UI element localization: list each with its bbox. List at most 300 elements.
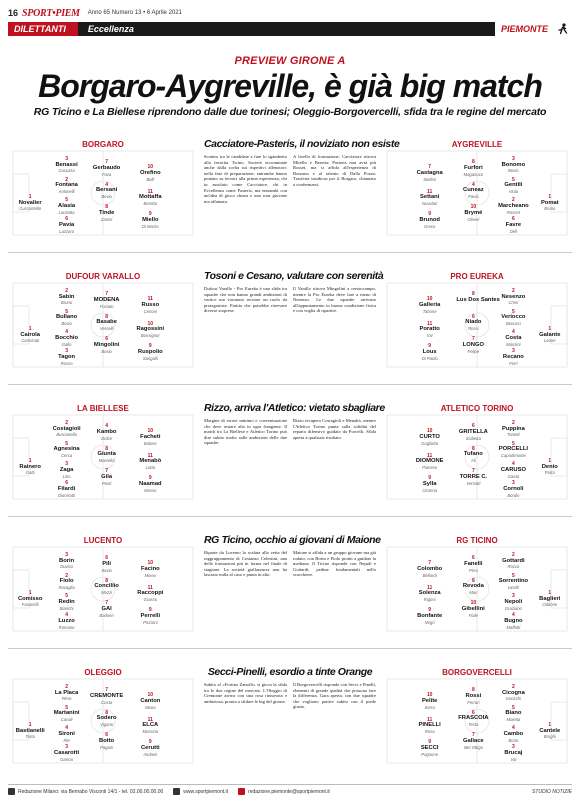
- player-number: 1: [28, 457, 32, 464]
- player-number: 1: [548, 193, 552, 200]
- player-number: 9: [428, 738, 432, 745]
- region-label: PIEMONTE: [495, 22, 554, 36]
- player-number: 3: [512, 155, 515, 162]
- player-card: [413, 429, 447, 446]
- player-name: Fiolo: [59, 578, 74, 585]
- player-number: 4: [65, 725, 68, 732]
- home-team-name: BORGARO: [82, 140, 124, 149]
- player-name: Agnesina: [53, 446, 80, 453]
- player-card: [496, 462, 530, 479]
- player-substitute: Fava: [101, 171, 112, 177]
- pitch-diagram: [12, 678, 194, 764]
- article-column: Margine di errore minimo e concentrazione che deve restare alta in ogni frangente. Il match tra La Biellese e Atletico Torino può dire subito molto sulle ambizioni delle due squadre.: [204, 418, 287, 446]
- player-substitute: Ferri: [509, 360, 518, 366]
- player-substitute: Maffetti: [506, 624, 521, 630]
- footer-website[interactable]: [173, 788, 228, 795]
- player-substitute: Pavia: [468, 194, 479, 200]
- player-card: [533, 327, 567, 344]
- player-substitute: Duvico: [60, 564, 73, 570]
- player-card: [90, 160, 124, 177]
- player-name: Sabin: [58, 293, 75, 300]
- player-substitute: Iacelli: [508, 585, 519, 591]
- match-article: [204, 126, 400, 244]
- player-substitute: Cuccontello: [19, 206, 42, 212]
- player-name: Sylla: [422, 480, 437, 487]
- player-substitute: Fiale: [468, 612, 478, 618]
- player-number: 8: [471, 159, 475, 166]
- player-name: Zaga: [59, 466, 74, 473]
- player-card: [90, 424, 124, 441]
- player-card: [496, 613, 530, 630]
- player-card: [13, 591, 47, 608]
- player-substitute: Pirro: [468, 567, 478, 573]
- player-substitute: Di Paolo: [421, 355, 438, 361]
- player-number: 1: [548, 589, 552, 596]
- player-card: [496, 198, 530, 215]
- player-number: 3: [512, 744, 515, 751]
- player-number: 5: [512, 704, 515, 711]
- player-card: [456, 447, 490, 464]
- player-substitute: Piccioni: [143, 619, 158, 625]
- player-number: 8: [471, 291, 475, 298]
- player-number: 1: [28, 721, 32, 728]
- player-name: Bonomo: [501, 161, 526, 168]
- player-substitute: Ferrari: [467, 699, 480, 705]
- away-team-name: ATLETICO TORINO: [440, 404, 514, 413]
- section-bar: [8, 22, 572, 36]
- player-number: 9: [428, 606, 432, 613]
- player-substitute: Pagani: [100, 744, 114, 750]
- player-number: 10: [147, 560, 154, 567]
- player-substitute: Crimi: [508, 300, 519, 306]
- player-card: [496, 330, 530, 347]
- player-name: Pavia: [59, 221, 75, 228]
- player-card: [496, 553, 530, 570]
- player-number: 8: [471, 577, 475, 584]
- player-substitute: Scibetta: [465, 435, 481, 441]
- match-article: [204, 258, 384, 376]
- player-number: 10: [426, 428, 433, 435]
- player-card: [90, 579, 124, 596]
- player-substitute: Mozzi: [101, 590, 113, 596]
- player-name: SECCI: [420, 744, 439, 751]
- player-substitute: Cavali: [60, 717, 73, 723]
- player-name: Brymé: [464, 209, 483, 216]
- player-number: 2: [512, 683, 515, 690]
- player-number: 1: [548, 325, 552, 332]
- player-name: Sironi: [58, 730, 75, 737]
- player-card: [90, 183, 124, 200]
- player-substitute: Di Marzo: [141, 223, 159, 229]
- player-substitute: Bordin: [507, 492, 520, 498]
- player-card: [50, 594, 84, 611]
- player-name: Kambo: [96, 429, 117, 436]
- player-card: [50, 574, 84, 591]
- player-name: Redin: [58, 598, 75, 605]
- globe-icon: [173, 788, 180, 795]
- player-card: [496, 157, 530, 174]
- player-card: [50, 421, 84, 438]
- pitch-diagram: [386, 282, 568, 368]
- player-card: [413, 561, 447, 578]
- player-substitute: Pianese: [422, 465, 438, 471]
- player-card: [456, 424, 490, 441]
- player-card: [50, 745, 84, 762]
- player-substitute: Rosset: [506, 209, 520, 215]
- player-card: [50, 310, 84, 327]
- page-header: [8, 4, 572, 22]
- match-section: [8, 654, 572, 772]
- player-substitute: Mineo: [144, 573, 157, 579]
- away-team-name: AYGREVILLE: [451, 140, 503, 149]
- player-number: 10: [147, 428, 154, 435]
- player-name: Cicogna: [501, 689, 525, 696]
- phone-icon: [8, 788, 15, 795]
- player-card: [496, 421, 530, 438]
- player-number: 5: [512, 572, 515, 579]
- player-number: 4: [105, 181, 109, 188]
- player-card: [413, 693, 447, 710]
- player-name: GRITELLA: [458, 429, 488, 436]
- player-substitute: Grasso: [143, 597, 158, 603]
- player-name: Rainero: [19, 463, 41, 470]
- player-name: Naamad: [139, 480, 162, 487]
- away-team-name: BORGOVERCELLI: [442, 668, 512, 677]
- player-card: [50, 706, 84, 723]
- player-substitute: Vai: [510, 756, 517, 762]
- player-card: [13, 723, 47, 740]
- player-card: [496, 289, 530, 306]
- player-substitute: Rossi: [468, 326, 479, 332]
- footer-email[interactable]: [238, 788, 330, 795]
- player-name: Nesenzo: [501, 293, 526, 300]
- player-card: [456, 556, 490, 573]
- player-substitute: Mossino: [142, 729, 159, 735]
- player-name: Tufano: [463, 451, 483, 458]
- player-number: 8: [471, 445, 475, 452]
- player-name: Benassi: [55, 161, 78, 168]
- player-number: 5: [65, 197, 68, 204]
- player-number: 11: [147, 716, 153, 723]
- article-title: RG Ticino, occhio ai giovani di Maione: [204, 534, 381, 546]
- player-card: [496, 310, 530, 327]
- player-name: Revoda: [462, 583, 484, 590]
- player-name: Castagna: [416, 170, 443, 177]
- article-column: Scontro tra le candidate a fare lo sgambetto alla favorita Ticino. Società accomunate anche dalla scelta sui rispettivi allenatori: nella fase di preparazione, entrambe hanno puntato su tecnici alla prima esperienza, chi in assoluto come Cacciatore, chi in Eccellenza come Pasteris, ma entrambi con un'idea di gioco chiara e una rosa giovane ma affamata.: [204, 154, 287, 204]
- player-card: [50, 613, 84, 630]
- player-name: Gentili: [504, 182, 523, 189]
- issue-info: Anno 65 Numero 13 • 6 Aprile 2021: [87, 10, 182, 16]
- player-substitute: Tabone: [422, 309, 437, 315]
- player-substitute: Rosso: [60, 360, 73, 366]
- page-number: 16: [8, 8, 19, 18]
- player-card: [456, 733, 490, 750]
- player-substitute: Balose: [143, 441, 157, 447]
- mail-icon: [238, 788, 245, 795]
- player-name: PORCELLI: [498, 446, 529, 453]
- player-name: Cuneaz: [463, 187, 484, 194]
- player-name: Gibellini: [461, 605, 485, 612]
- player-card: [456, 688, 490, 705]
- player-name: Bastianelli: [15, 727, 45, 734]
- player-name: Luzzo: [58, 617, 75, 624]
- player-substitute: Ravaglia: [58, 585, 75, 591]
- player-card: [133, 165, 167, 182]
- player-name: FRASCOIA: [458, 715, 489, 722]
- player-substitute: Borghi: [543, 734, 556, 740]
- player-name: CURTO: [419, 434, 440, 441]
- article-column: Rizzo recupera Costagioli e Menabò, mentre l'Atletico Torino punta sulla solidità del reparto difensivo guidato da Porcelli. Sfida aperta a qualsiasi risultato.: [293, 418, 376, 440]
- footer-website-text[interactable]: www.sportpiemont.it: [183, 788, 229, 795]
- player-card: [50, 198, 84, 215]
- player-card: [50, 462, 84, 479]
- away-lineup: [382, 522, 572, 640]
- player-name: Niado: [465, 319, 482, 326]
- article-title: Cacciatore-Pasteris, il noviziato non esiste: [204, 138, 400, 150]
- player-number: 9: [148, 606, 152, 613]
- player-number: 3: [65, 348, 68, 355]
- player-card: [413, 476, 447, 493]
- player-card: [496, 706, 530, 723]
- player-number: 11: [147, 584, 153, 591]
- article-column: Maione si affida a un gruppo giovane ma già rodato, con Borin e Fiolo pronti a guidare la mediana. Il Ticino risponde con Nepoli e Gottardi, pedine fondamentali nello scacchiere.: [293, 550, 376, 578]
- player-number: 7: [105, 600, 109, 607]
- article-title: Rizzo, arriva l'Atletico: vietato sbagliare: [204, 402, 385, 414]
- player-card: [456, 291, 500, 304]
- player-card: [456, 315, 490, 332]
- player-name: Botto: [99, 737, 115, 744]
- player-number: 11: [147, 188, 153, 195]
- player-number: 2: [65, 683, 68, 690]
- player-substitute: Rigoni: [423, 597, 436, 603]
- player-card: [50, 217, 84, 234]
- player-card: [90, 601, 124, 618]
- player-number: 9: [148, 342, 152, 349]
- pitch-diagram: [386, 678, 568, 764]
- footer-email-text[interactable]: redazione.piemonte@sportpiemont.it: [248, 788, 330, 795]
- player-number: 11: [427, 320, 433, 327]
- player-number: 3: [65, 155, 68, 162]
- player-number: 10: [147, 692, 154, 699]
- player-name: Sorrentino: [498, 578, 529, 585]
- footer-redazione-text: Redazione Milano: via Bernabo Visconti 14/1 - tel. 02.00.00.00.00: [18, 788, 164, 795]
- page-footer: [8, 784, 572, 798]
- player-number: 7: [471, 732, 475, 739]
- player-substitute: Bosio: [61, 321, 72, 327]
- player-card: [133, 561, 167, 578]
- player-card: [90, 292, 124, 309]
- player-number: 5: [65, 704, 68, 711]
- player-name: Lus Dos Santes: [456, 297, 500, 304]
- player-substitute: Rocca: [507, 564, 520, 570]
- player-name: Novalier: [18, 199, 42, 206]
- match-article: [204, 522, 381, 640]
- player-card: [533, 459, 567, 476]
- player-name: GAI: [101, 605, 112, 612]
- player-card: [133, 608, 167, 625]
- player-card: [50, 553, 84, 570]
- player-card: [90, 556, 124, 573]
- player-card: [496, 481, 530, 498]
- newspaper-logo: SPORT•PIEM: [22, 7, 80, 19]
- player-number: 8: [105, 577, 109, 584]
- player-name: Ruspolio: [137, 348, 163, 355]
- player-name: Bullano: [55, 314, 78, 321]
- player-substitute: Graziano: [504, 605, 522, 611]
- player-substitute: Dolce: [101, 435, 112, 441]
- pitch-diagram: [12, 282, 194, 368]
- article-column: Subito al «Fortina Zanoffi» si gioca la sfida tra le due regine del mercato. L'Oleggio di Cremonte arriva con una rosa rinnovata e ambiziosa, pronta a sfidare le big del girone.: [204, 682, 287, 704]
- player-substitute: Masso: [144, 487, 157, 493]
- player-name: Rossi: [465, 693, 482, 700]
- player-card: [133, 429, 167, 446]
- player-substitute: Gallo: [61, 341, 72, 347]
- player-card: [413, 586, 447, 603]
- player-number: 10: [426, 296, 433, 303]
- player-card: [413, 454, 447, 471]
- player-substitute: Dionisotti: [57, 492, 76, 498]
- player-name: Poratto: [419, 326, 440, 333]
- player-card: [90, 205, 124, 222]
- player-number: 6: [512, 216, 515, 223]
- player-number: 11: [147, 452, 153, 459]
- player-number: 7: [105, 687, 109, 694]
- player-substitute: Barbieri: [99, 612, 114, 618]
- player-name: Bugno: [504, 617, 523, 624]
- away-lineup: [382, 654, 572, 772]
- player-card: [533, 723, 567, 740]
- player-substitute: Oddone: [542, 602, 558, 608]
- player-number: 10: [470, 204, 477, 211]
- home-team-name: LA BIELLESE: [77, 404, 129, 413]
- match-section: [8, 126, 572, 244]
- player-name: Marcheano: [498, 202, 529, 209]
- player-card: [456, 183, 490, 200]
- player-card: [496, 726, 530, 743]
- section-label: DILETTANTI: [8, 22, 78, 36]
- player-number: 7: [105, 291, 109, 298]
- player-number: 8: [105, 204, 109, 211]
- player-name: Puppina: [501, 425, 525, 432]
- player-substitute: Felipe: [467, 348, 480, 354]
- player-card: [90, 315, 124, 332]
- footer-redazione: [8, 788, 163, 795]
- player-number: 5: [65, 593, 68, 600]
- away-lineup: [382, 258, 572, 376]
- player-substitute: Belli: [146, 177, 155, 183]
- player-number: 5: [512, 308, 515, 315]
- player-name: Pomat: [540, 199, 559, 206]
- player-number: 1: [548, 457, 552, 464]
- player-card: [90, 688, 124, 705]
- player-substitute: Ali: [471, 458, 476, 464]
- player-card: [90, 447, 124, 464]
- player-number: 9: [428, 342, 432, 349]
- player-substitute: Cerioni: [143, 309, 157, 315]
- player-number: 4: [65, 612, 68, 619]
- player-substitute: Negri: [424, 619, 435, 625]
- pitch-diagram: [386, 414, 568, 500]
- player-number: 6: [471, 555, 475, 562]
- player-name: Fontana: [55, 182, 78, 189]
- player-substitute: Carminati: [21, 338, 40, 344]
- player-card: [133, 586, 167, 603]
- player-number: 2: [65, 572, 68, 579]
- player-card: [133, 297, 167, 314]
- pitch-diagram: [386, 150, 568, 236]
- player-number: 11: [427, 716, 433, 723]
- player-number: 9: [148, 210, 152, 217]
- player-number: 5: [65, 440, 68, 447]
- section-divider: [8, 648, 572, 649]
- player-name: Bersani: [95, 187, 118, 194]
- player-number: 5: [512, 440, 515, 447]
- home-team-name: DUFOUR VARALLO: [65, 272, 141, 281]
- player-name: Fanelli: [464, 561, 483, 568]
- player-card: [456, 469, 490, 486]
- player-name: Cambo: [503, 730, 524, 737]
- player-name: Filardi: [57, 485, 76, 492]
- player-card: [50, 442, 84, 459]
- player-number: 9: [148, 474, 152, 481]
- player-substitute: Cerca: [61, 453, 73, 459]
- player-card: [50, 330, 84, 347]
- away-team-name: RG TICINO: [456, 536, 498, 545]
- player-substitute: Piero: [61, 696, 72, 702]
- player-card: [133, 718, 167, 735]
- article-column: Il Borgovercelli risponde con Secci e Pinelli, elementi di grande qualità che possono fare la differenza. Gara aperta, con due squadre che vogliono partire subito con il piede giusto.: [293, 682, 376, 710]
- player-card: [133, 322, 167, 339]
- player-card: [90, 469, 124, 486]
- home-lineup: [8, 522, 198, 640]
- player-name: Basabe: [96, 319, 117, 326]
- player-name: Mingolini: [93, 341, 120, 348]
- player-name: ELCA: [142, 722, 159, 729]
- player-substitute: Tonetti: [507, 432, 520, 438]
- player-name: Brucaj: [504, 749, 523, 756]
- home-team-name: OLEGGIO: [84, 668, 122, 677]
- player-number: 7: [428, 164, 432, 171]
- player-number: 11: [427, 452, 433, 459]
- player-substitute: Bruno: [61, 300, 73, 306]
- player-substitute: Leone: [543, 338, 556, 344]
- section-divider: [8, 252, 572, 253]
- player-number: 2: [65, 176, 68, 183]
- player-name: Cerutti: [140, 744, 160, 751]
- player-card: [456, 601, 490, 618]
- player-number: 3: [65, 551, 68, 558]
- player-substitute: Lotta: [145, 465, 155, 471]
- player-number: 5: [65, 308, 68, 315]
- player-name: Bonfante: [417, 612, 443, 619]
- player-substitute: Dell: [509, 228, 517, 234]
- player-card: [133, 212, 167, 229]
- player-card: [496, 349, 530, 366]
- player-number: 6: [471, 313, 475, 320]
- player-card: [456, 205, 490, 222]
- player-number: 6: [105, 555, 109, 562]
- player-name: Costagioli: [52, 425, 81, 432]
- article-body: [204, 682, 376, 710]
- article-column: Il Varallo ritrova Mingolini a centrocampo, mentre la Pro Eureka deve fare a meno di Nesenzo. Le due squadre arrivano all'appuntamento in buona condizione fisica e con voglia di ripartire.: [293, 286, 376, 314]
- article-column: Riparte da Lucento la scalata alla vetta del raggruppamento di Costanzo Celestini, una delle formazioni più in forma nel finale di stagione. La società giallazzurra non ha lasciato nulla al caso e punta in alto.: [204, 550, 287, 578]
- away-lineup: [382, 126, 572, 244]
- article-body: [204, 418, 376, 446]
- player-substitute: Bellardi: [422, 573, 437, 579]
- player-substitute: Ganna: [60, 756, 73, 762]
- player-number: 9: [148, 738, 152, 745]
- player-number: 4: [471, 181, 475, 188]
